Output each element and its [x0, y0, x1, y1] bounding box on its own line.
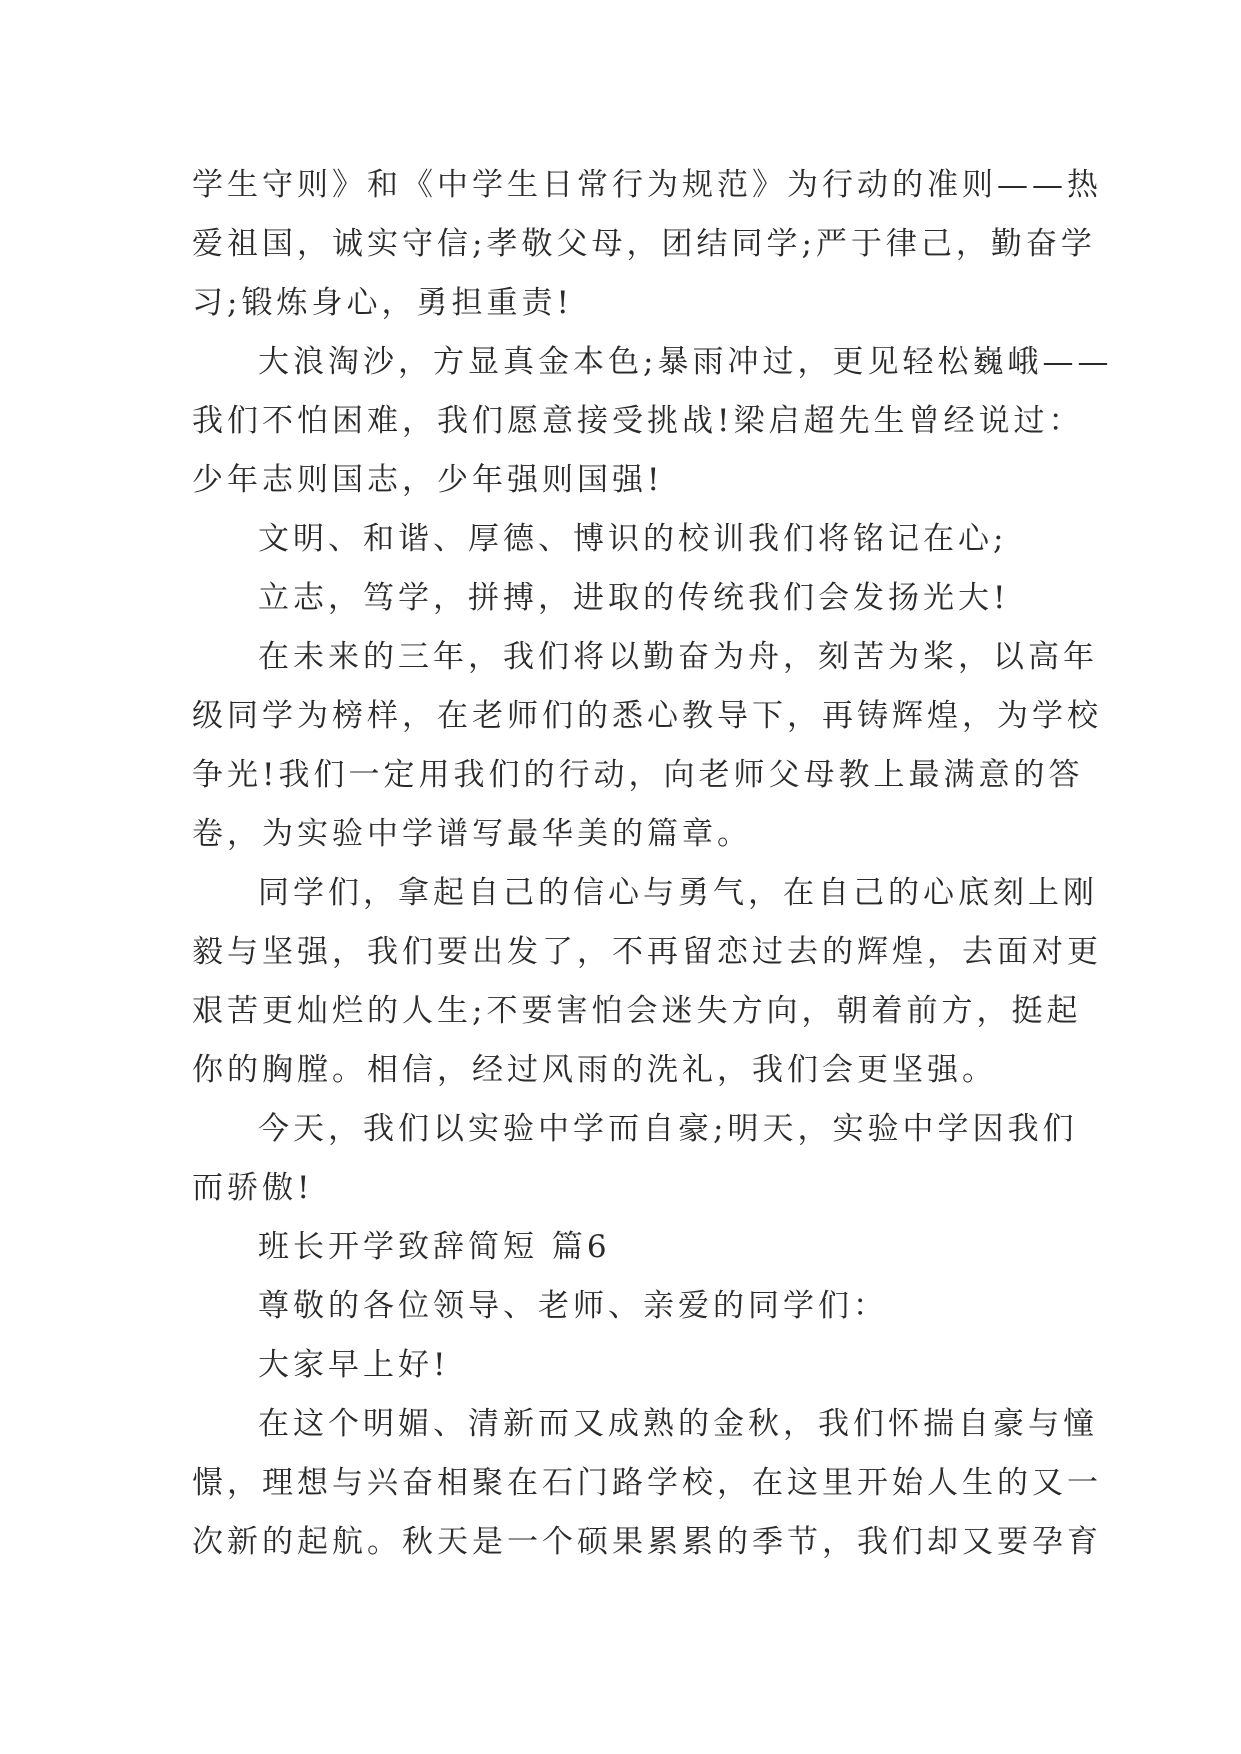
text-line: 文明、和谐、厚德、博识的校训我们将铭记在心;: [258, 521, 1008, 557]
text-line: 卷，为实验中学谱写最华美的篇章。: [192, 816, 752, 852]
text-line: 你的胸膛。相信，经过风雨的洗礼，我们会更坚强。: [192, 1052, 997, 1088]
text-line: 我们不怕困难，我们愿意接受挑战!梁启超先生曾经说过：: [192, 403, 1084, 439]
text-line: 习;锻炼身心，勇担重责!: [192, 285, 573, 321]
text-line: 班长开学致辞简短 篇6: [258, 1229, 611, 1265]
text-line: 大浪淘沙，方显真金本色;暴雨冲过，更见轻松巍峨——: [258, 344, 1113, 380]
text-line: 今天，我们以实验中学而自豪;明天，实验中学因我们: [258, 1111, 1078, 1147]
text-line: 少年志则国志，少年强则国强!: [192, 462, 664, 498]
text-line: 憬，理想与兴奋相聚在石门路学校，在这里开始人生的又一: [192, 1465, 1102, 1501]
text-line: 大家早上好!: [258, 1347, 450, 1383]
text-line: 而骄傲!: [192, 1170, 314, 1206]
text-line: 在这个明媚、清新而又成熟的金秋，我们怀揣自豪与憧: [258, 1406, 1098, 1442]
text-line: 次新的起航。秋天是一个硕果累累的季节，我们却又要孕育: [192, 1524, 1102, 1560]
text-line: 争光!我们一定用我们的行动，向老师父母教上最满意的答: [192, 757, 1084, 793]
text-line: 艰苦更灿烂的人生;不要害怕会迷失方向，朝着前方，挺起: [192, 993, 1082, 1029]
text-line: 立志，笃学，拼搏，进取的传统我们会发扬光大!: [258, 580, 1010, 616]
text-line: 同学们，拿起自己的信心与勇气，在自己的心底刻上刚: [258, 875, 1098, 911]
text-line: 尊敬的各位领导、老师、亲爱的同学们：: [258, 1288, 888, 1324]
text-line: 爱祖国，诚实守信;孝敬父母，团结同学;严于律己，勤奋学: [192, 226, 1096, 262]
text-line: 级同学为榜样，在老师们的悉心教导下，再铸辉煌，为学校: [192, 698, 1102, 734]
body-text: [192, 156, 1113, 1572]
text-line: 学生守则》和《中学生日常行为规范》为行动的准则——热: [192, 167, 1102, 203]
text-line: 毅与坚强，我们要出发了，不再留恋过去的辉煌，去面对更: [192, 934, 1102, 970]
text-line: 在未来的三年，我们将以勤奋为舟，刻苦为桨，以高年: [258, 639, 1098, 675]
